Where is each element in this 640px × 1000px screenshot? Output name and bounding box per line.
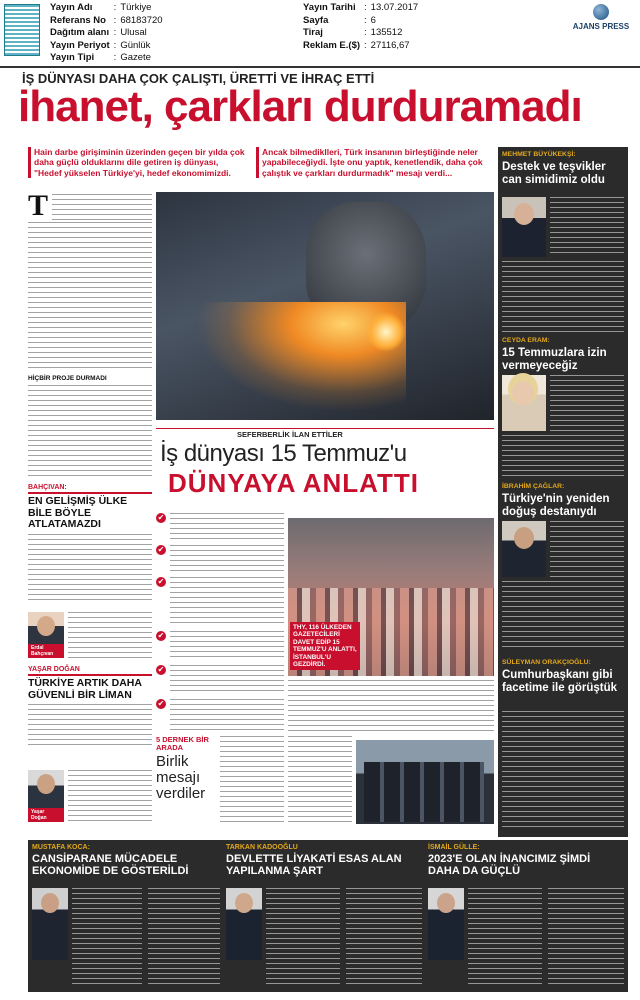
headline-title: ihanet, çarkları durduramadı (18, 82, 582, 131)
bahcivan-tag: BAHÇIVAN: (28, 484, 152, 494)
bottom-photo (428, 888, 464, 960)
checklist-text-3 (170, 577, 284, 627)
checklist-text-2 (170, 545, 284, 573)
sidebar-text (502, 711, 624, 829)
dernek-text-2 (288, 736, 352, 826)
check-icon: ✔ (157, 577, 165, 586)
sidebar-photo (502, 375, 546, 431)
dogan-photo-label: Yaşar Doğan (28, 808, 64, 822)
bottom-photo (32, 888, 68, 960)
ajans-press-logo: AJANS PRESS (566, 4, 636, 31)
thy-caption-badge: THY, 116 ÜLKEDEN GAZETECİLERİ DAVET EDİP 15 TEMMUZ'U ANLATTI, İSTANBUL'U GEZDİRDİ. (290, 622, 360, 670)
bottom-tag: TARKAN KADOOĞLU (226, 844, 298, 851)
sidebar-tag: SÜLEYMAN ORAKÇIOĞLU: (502, 659, 591, 666)
dogan-text (28, 704, 152, 748)
sidebar-item-orakcioglu (502, 659, 624, 833)
main-story-text-body (28, 222, 152, 372)
main-photo-worker-sparks (156, 192, 494, 420)
bahcivan-photo-label: Erdal Bahçıvan (28, 644, 64, 658)
dernek-group-photo (356, 740, 494, 824)
sidebar-text (502, 435, 624, 477)
checklist-text-1 (170, 513, 284, 541)
check-icon: ✔ (157, 631, 165, 640)
dernek-box (156, 736, 494, 828)
check-icon: ✔ (157, 513, 165, 522)
main-story-subhead: HİÇBİR PROJE DURMADI (28, 375, 107, 382)
checklist-text-4 (170, 631, 284, 661)
bottom-item-koca (32, 844, 220, 988)
clipping-header (0, 0, 640, 68)
headline-kicker: İŞ DÜNYASI DAHA ÇOK ÇALIŞTI, ÜRETTİ VE İHRAÇ ETTİ (22, 71, 375, 86)
sidebar-photo (502, 197, 546, 257)
sidebar-text (550, 375, 624, 431)
sidebar-item-buyukeksi (502, 151, 624, 333)
bottom-text (346, 888, 422, 988)
journalists-crowd-photo (288, 518, 494, 676)
sidebar-text (502, 581, 624, 649)
sidebar-title: Destek ve teşvikler can simidimiz oldu (502, 161, 606, 186)
sidebar-text (550, 521, 624, 577)
bahcivan-photo (28, 612, 64, 658)
meta-left-table: Yayın Adı : Türkiye Referans No : 68183720 Dağıtım alanı : Ulusal Yayın Periyot : Günlük Yayın Tipi : Gazete (50, 2, 163, 64)
bahcivan-box (28, 484, 152, 662)
bottom-text (548, 888, 624, 988)
bottom-text (148, 888, 220, 988)
deck-left: Hain darbe girişiminin üzerinden geçen bir yılda çok daha güçlü olduklarını dile getiren iş dünyası, "Hedef yükselen Türkiye'yi, hedef ekonomimizdi. (28, 147, 248, 178)
bottom-band (28, 840, 628, 992)
main-story-dropcap: T (28, 189, 49, 222)
bottom-item-gulle (428, 844, 624, 988)
checklist-text-6 (170, 699, 284, 731)
sidebar-title: Türkiye'nin yeniden doğuş destanıydı (502, 493, 610, 518)
check-icon: ✔ (157, 545, 165, 554)
bottom-tag: İSMAİL GÜLLE: (428, 844, 480, 851)
right-sidebar (498, 147, 628, 837)
main-story-text-bottom (28, 385, 152, 478)
meta-right-table: Yayın Tarihi : 13.07.2017 Sayfa : 6 Tiraj : 135512 Reklam E.($) : 27116,67 (303, 2, 419, 51)
bottom-tag: MUSTAFA KOCA: (32, 844, 90, 851)
dogan-photo (28, 770, 64, 822)
sidebar-tag: CEYDA ERAM: (502, 337, 550, 344)
dogan-title: TÜRKİYE ARTIK DAHA GÜVENLİ BİR LİMAN (28, 677, 142, 701)
bottom-title: DEVLETTE LİYAKATİ ESAS ALAN YAPILANMA ŞART (226, 853, 402, 877)
bottom-title: 2023'E OLAN İNANCIMIZ ŞİMDİ DAHA DA GÜÇLÜ (428, 853, 591, 877)
main-story-text-top (52, 194, 152, 220)
checklist-text-5 (170, 665, 284, 695)
sidebar-item-caglar (502, 483, 624, 653)
main-story-column (28, 189, 152, 478)
seferberlik-checklist (156, 513, 284, 731)
bottom-text (266, 888, 340, 988)
seferberlik-label: SEFERBERLİK İLAN ETTİLER (156, 428, 494, 439)
bottom-text (468, 888, 542, 988)
bahcivan-title: EN GELİŞMİŞ ÜLKE BİLE BÖYLE ATLATAMAZDI (28, 495, 128, 530)
crowd-story-text (288, 680, 494, 732)
sidebar-text (502, 261, 624, 333)
dogan-text-2 (68, 770, 152, 822)
bottom-title: CANSİPARANE MÜCADELE EKONOMİDE DE GÖSTERİLDİ (32, 853, 189, 877)
sidebar-tag: İBRAHİM ÇAĞLAR: (502, 483, 565, 490)
dernek-text-1 (220, 736, 284, 826)
dogan-tag: YAŞAR DOĞAN (28, 666, 152, 676)
sidebar-photo (502, 521, 546, 577)
sidebar-tag: MEHMET BÜYÜKEKŞİ: (502, 151, 576, 158)
dernek-tag: 5 DERNEK BİR ARADA (156, 735, 209, 752)
bahcivan-text-2 (68, 612, 152, 658)
seferberlik-title-line2: DÜNYAYA ANLATTI (168, 468, 419, 498)
check-icon: ✔ (157, 665, 165, 674)
bahcivan-text (28, 534, 152, 600)
dernek-title: Birlik mesajı verdiler (156, 753, 206, 802)
bottom-item-kadooglu (226, 844, 422, 988)
newspaper-thumbnail (4, 4, 40, 56)
bottom-photo (226, 888, 262, 960)
dogan-box (28, 666, 152, 826)
globe-icon (593, 4, 609, 20)
sidebar-text (550, 197, 624, 257)
sidebar-title: 15 Temmuzlara izin vermeyeceğiz (502, 347, 607, 372)
bottom-text (72, 888, 142, 988)
sidebar-title: Cumhurbaşkanı gibi facetime ile görüştük (502, 669, 618, 694)
seferberlik-title-line1: İş dünyası 15 Temmuz'u (160, 440, 407, 467)
sidebar-item-eram (502, 337, 624, 477)
deck-right: Ancak bilmediklleri, Türk insanının birleştiğinde neler yapabileceğiydi. İşte onu yaptık, kenetlendik, daha çok çalıştık ve çarkları durdurmadık" mesajı verdi... (256, 147, 496, 178)
check-icon: ✔ (157, 699, 165, 708)
